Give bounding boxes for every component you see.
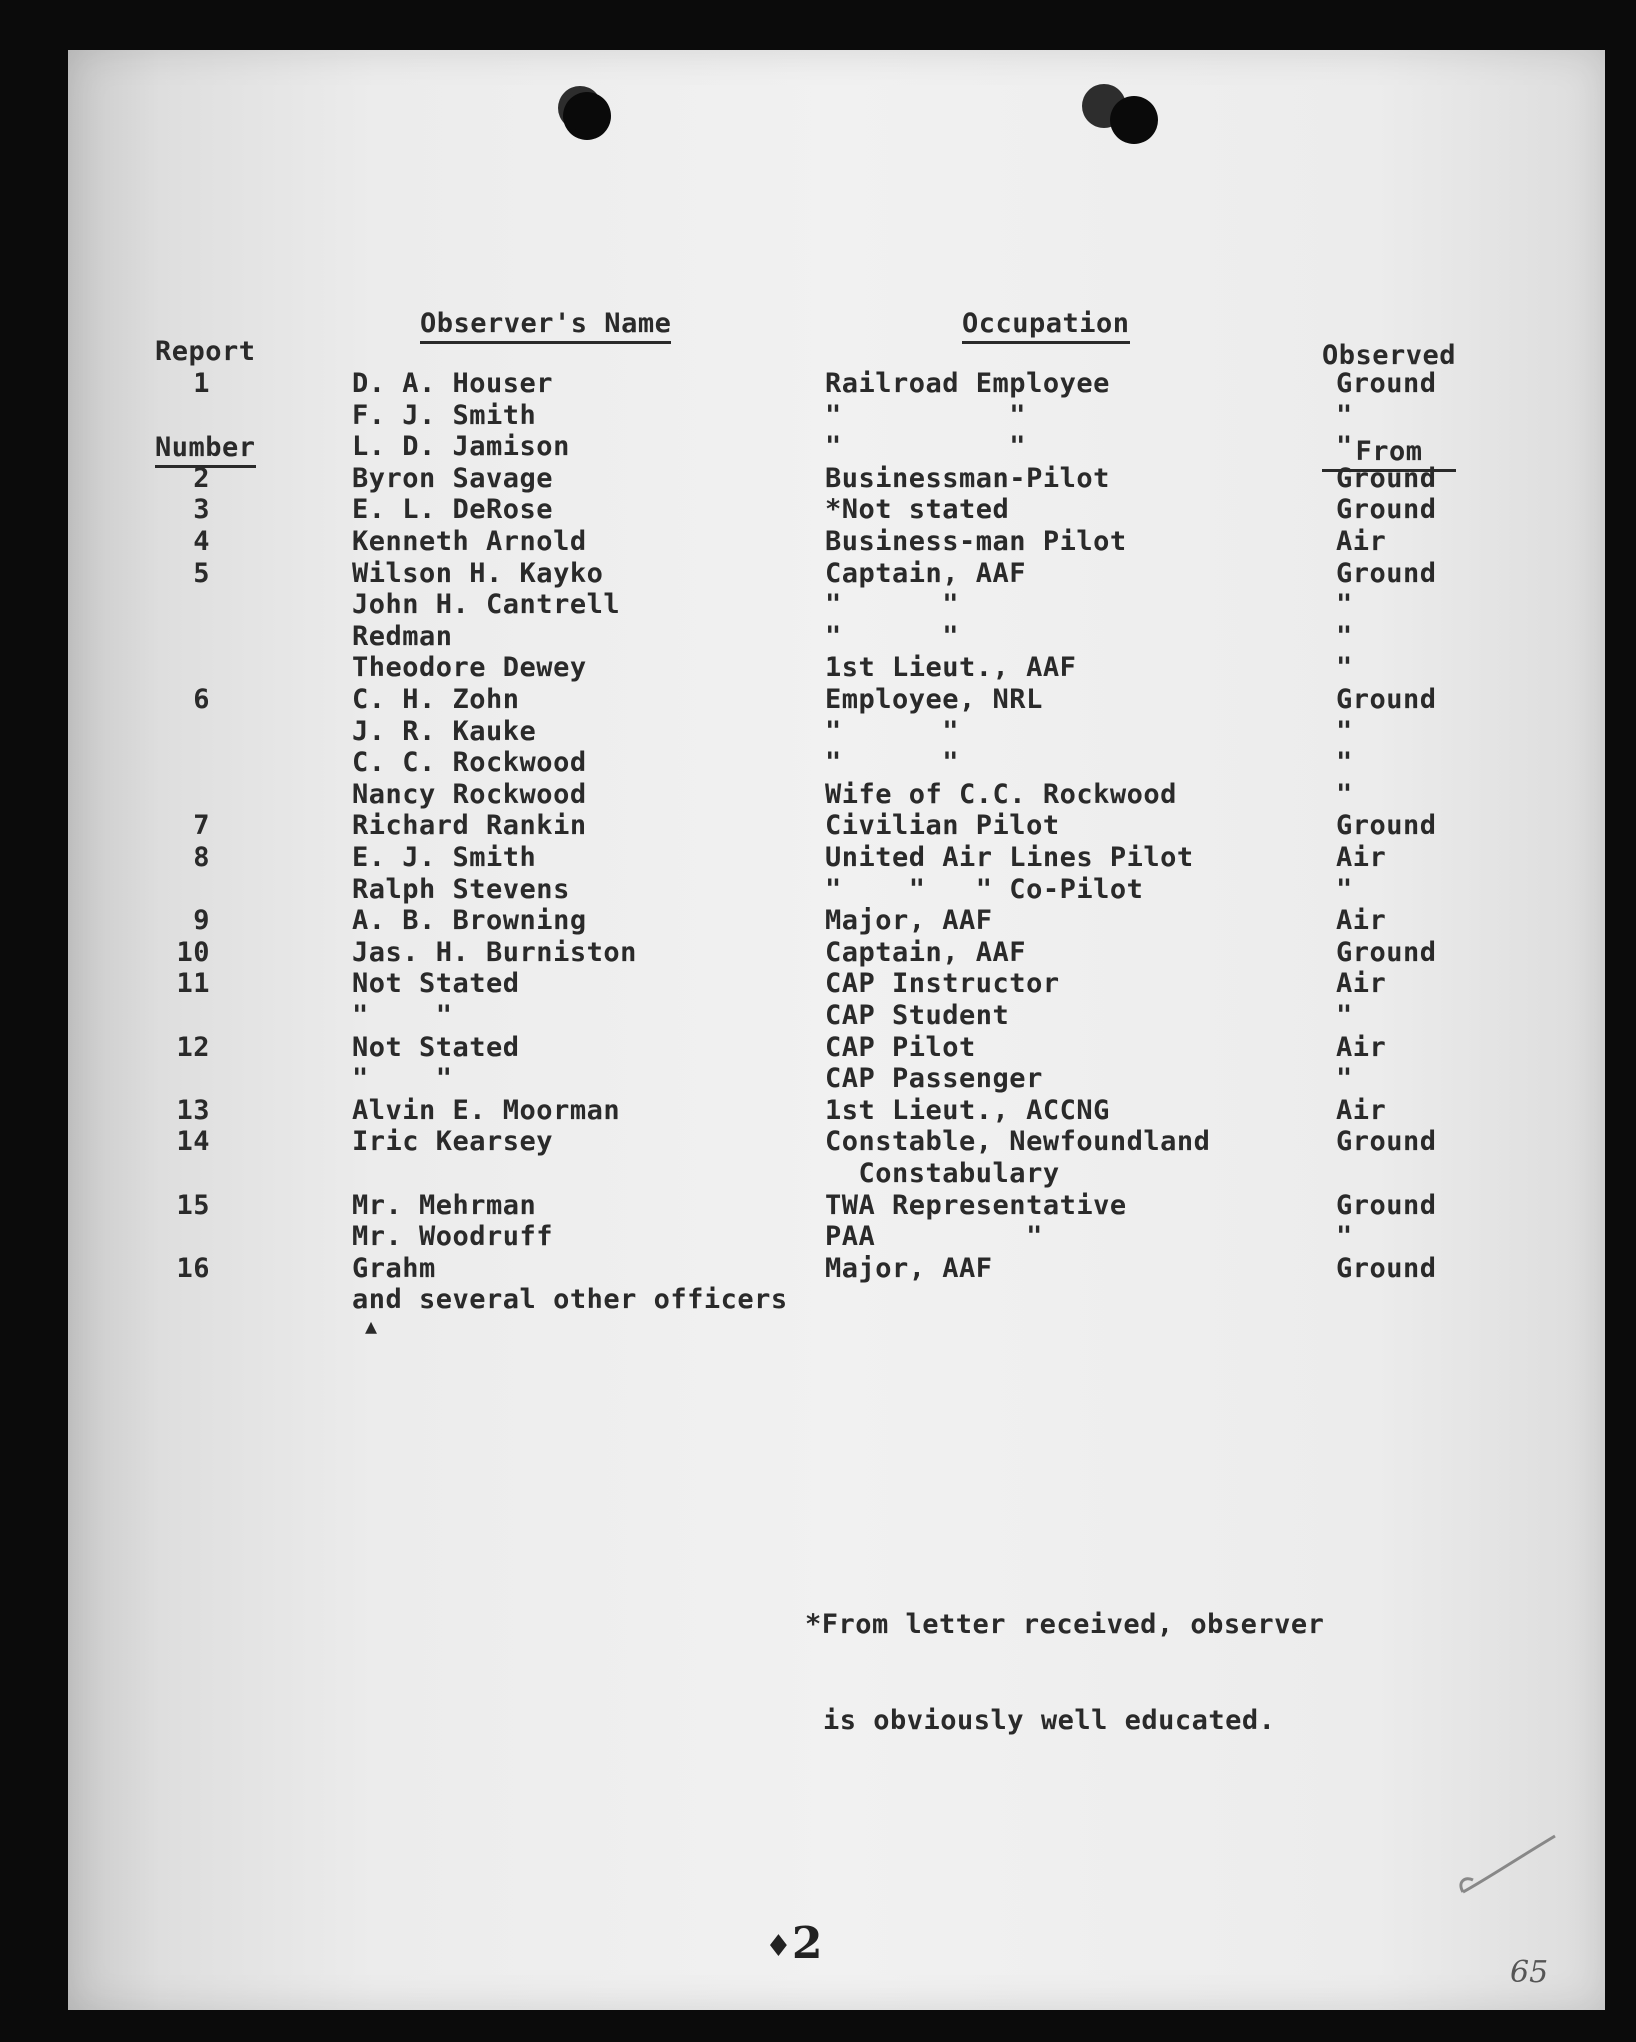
report-number-cell: 9 bbox=[193, 905, 210, 936]
report-number-cell: 11 bbox=[176, 968, 210, 999]
observed-from-cell: " bbox=[1336, 400, 1353, 431]
observed-from-cell: Ground bbox=[1336, 1126, 1437, 1157]
occupation-cell: CAP Pilot bbox=[825, 1032, 976, 1063]
observed-from-cell: Ground bbox=[1336, 684, 1437, 715]
report-number-cell: 7 bbox=[193, 810, 210, 841]
observed-from-cell: Ground bbox=[1336, 558, 1437, 589]
observer-name-cell: Richard Rankin bbox=[352, 810, 587, 841]
observed-from-cell: " bbox=[1336, 874, 1353, 905]
occupation-cell: Civilian Pilot bbox=[825, 810, 1060, 841]
occupation-cell: " " bbox=[825, 716, 960, 747]
report-number-cell: 10 bbox=[176, 937, 210, 968]
occupation-cell: United Air Lines Pilot bbox=[825, 842, 1194, 873]
report-number-cell: 16 bbox=[176, 1253, 210, 1284]
report-number-cell: 1 bbox=[193, 368, 210, 399]
observed-from-cell: " bbox=[1336, 1000, 1353, 1031]
observed-from-cell: " bbox=[1336, 716, 1353, 747]
observer-name-cell: Wilson H. Kayko bbox=[352, 558, 604, 589]
occupation-cell: Major, AAF bbox=[825, 905, 993, 936]
observed-from-cell: " bbox=[1336, 779, 1353, 810]
observer-name-cell: Ralph Stevens bbox=[352, 874, 570, 905]
observer-name-cell: Jas. H. Burniston bbox=[352, 937, 637, 968]
observer-name-cell: D. A. Houser bbox=[352, 368, 554, 399]
observed-from-cell: " bbox=[1336, 621, 1353, 652]
occupation-cell: " " " Co-Pilot bbox=[825, 874, 1144, 905]
observed-from-cell: " bbox=[1336, 1221, 1353, 1252]
occupation-cell: Constable, Newfoundland bbox=[825, 1126, 1211, 1157]
observer-name-cell: Mr. Mehrman bbox=[352, 1190, 537, 1221]
observer-name-cell: Iric Kearsey bbox=[352, 1126, 554, 1157]
caret-mark-icon: ▲ bbox=[365, 1314, 378, 1338]
occupation-cell: Major, AAF bbox=[825, 1253, 993, 1284]
occupation-cell: " " bbox=[825, 621, 960, 652]
observed-from-cell: " bbox=[1336, 431, 1353, 462]
occupation-cell: " " bbox=[825, 400, 1027, 431]
occupation-cell: Employee, NRL bbox=[825, 684, 1043, 715]
observer-name-cell: F. J. Smith bbox=[352, 400, 537, 431]
occupation-cell: CAP Student bbox=[825, 1000, 1010, 1031]
observed-from-cell: Ground bbox=[1336, 810, 1437, 841]
occupation-cell: PAA " bbox=[825, 1221, 1043, 1252]
occupation-cell: 1st Lieut., AAF bbox=[825, 652, 1077, 683]
observer-name-cell: Nancy Rockwood bbox=[352, 779, 587, 810]
observed-from-cell: Ground bbox=[1336, 494, 1437, 525]
page-number: ♦2 bbox=[765, 1918, 823, 1969]
occupation-cell: Business-man Pilot bbox=[825, 526, 1127, 557]
check-mark-icon bbox=[1455, 1830, 1575, 1910]
occupation-cell: 1st Lieut., ACCNG bbox=[825, 1095, 1110, 1126]
observed-from-cell: Ground bbox=[1336, 463, 1437, 494]
observer-name-cell: E. L. DeRose bbox=[352, 494, 554, 525]
report-number-cell: 8 bbox=[193, 842, 210, 873]
observer-name-cell: E. J. Smith bbox=[352, 842, 537, 873]
observer-name-cell: C. C. Rockwood bbox=[352, 747, 587, 778]
report-number-cell: 3 bbox=[193, 494, 210, 525]
report-number-cell: 6 bbox=[193, 684, 210, 715]
observer-name-cell: and several other officers bbox=[352, 1284, 788, 1315]
observer-name-cell: J. R. Kauke bbox=[352, 716, 537, 747]
observer-name-cell: Theodore Dewey bbox=[352, 652, 587, 683]
occupation-cell: Captain, AAF bbox=[825, 937, 1027, 968]
observer-name-cell: Redman bbox=[352, 621, 453, 652]
observed-from-cell: Air bbox=[1336, 526, 1387, 557]
observed-from-cell: Air bbox=[1336, 842, 1387, 873]
observer-name-cell: Kenneth Arnold bbox=[352, 526, 587, 557]
header-observer-name: Observer's Name bbox=[420, 308, 671, 344]
occupation-cell: *Not stated bbox=[825, 494, 1010, 525]
report-number-cell: 13 bbox=[176, 1095, 210, 1126]
observer-name-cell: Byron Savage bbox=[352, 463, 554, 494]
observer-name-cell: " " bbox=[352, 1000, 453, 1031]
occupation-cell: Businessman-Pilot bbox=[825, 463, 1110, 494]
observed-from-cell: Air bbox=[1336, 905, 1387, 936]
observer-name-cell: C. H. Zohn bbox=[352, 684, 520, 715]
observed-from-cell: " bbox=[1336, 1063, 1353, 1094]
report-number-cell: 12 bbox=[176, 1032, 210, 1063]
report-number-cell: 4 bbox=[193, 526, 210, 557]
occupation-cell: " " bbox=[825, 747, 960, 778]
observed-from-cell: " bbox=[1336, 589, 1353, 620]
handwritten-page-mark: 65 bbox=[1510, 1955, 1549, 1990]
observer-name-cell: Not Stated bbox=[352, 968, 520, 999]
occupation-cell: CAP Instructor bbox=[825, 968, 1060, 999]
report-number-cell: 5 bbox=[193, 558, 210, 589]
occupation-cell: Constabulary bbox=[825, 1158, 1060, 1189]
punch-hole-right-2 bbox=[1082, 84, 1126, 128]
observer-name-cell: A. B. Browning bbox=[352, 905, 587, 936]
observed-from-cell: Air bbox=[1336, 1095, 1387, 1126]
occupation-cell: Wife of C.C. Rockwood bbox=[825, 779, 1177, 810]
observed-from-cell: Ground bbox=[1336, 937, 1437, 968]
observer-name-cell: " " bbox=[352, 1063, 453, 1094]
occupation-cell: TWA Representative bbox=[825, 1190, 1127, 1221]
observed-from-cell: Ground bbox=[1336, 368, 1437, 399]
observed-from-cell: " bbox=[1336, 652, 1353, 683]
report-number-cell: 2 bbox=[193, 463, 210, 494]
punch-hole-left-2 bbox=[558, 86, 602, 130]
report-number-cell: 14 bbox=[176, 1126, 210, 1157]
occupation-cell: Captain, AAF bbox=[825, 558, 1027, 589]
observer-name-cell: John H. Cantrell bbox=[352, 589, 621, 620]
header-observed-from: Observed From bbox=[1322, 276, 1456, 504]
occupation-cell: " " bbox=[825, 431, 1027, 462]
observer-name-cell: Alvin E. Moorman bbox=[352, 1095, 621, 1126]
observer-name-cell: L. D. Jamison bbox=[352, 431, 570, 462]
observed-from-cell: " bbox=[1336, 747, 1353, 778]
occupation-cell: " " bbox=[825, 589, 960, 620]
occupation-cell: CAP Passenger bbox=[825, 1063, 1043, 1094]
footnote: *From letter received, observer is obviously well educated. bbox=[805, 1609, 1325, 1736]
observer-name-cell: Not Stated bbox=[352, 1032, 520, 1063]
observed-from-cell: Ground bbox=[1336, 1190, 1437, 1221]
observed-from-cell: Ground bbox=[1336, 1253, 1437, 1284]
occupation-cell: Railroad Employee bbox=[825, 368, 1110, 399]
report-number-cell: 15 bbox=[176, 1190, 210, 1221]
observed-from-cell: Air bbox=[1336, 1032, 1387, 1063]
header-report-number: Report Number bbox=[155, 272, 256, 500]
observed-from-cell: Air bbox=[1336, 968, 1387, 999]
observer-name-cell: Mr. Woodruff bbox=[352, 1221, 554, 1252]
header-occupation: Occupation bbox=[962, 308, 1130, 344]
observer-name-cell: Grahm bbox=[352, 1253, 436, 1284]
